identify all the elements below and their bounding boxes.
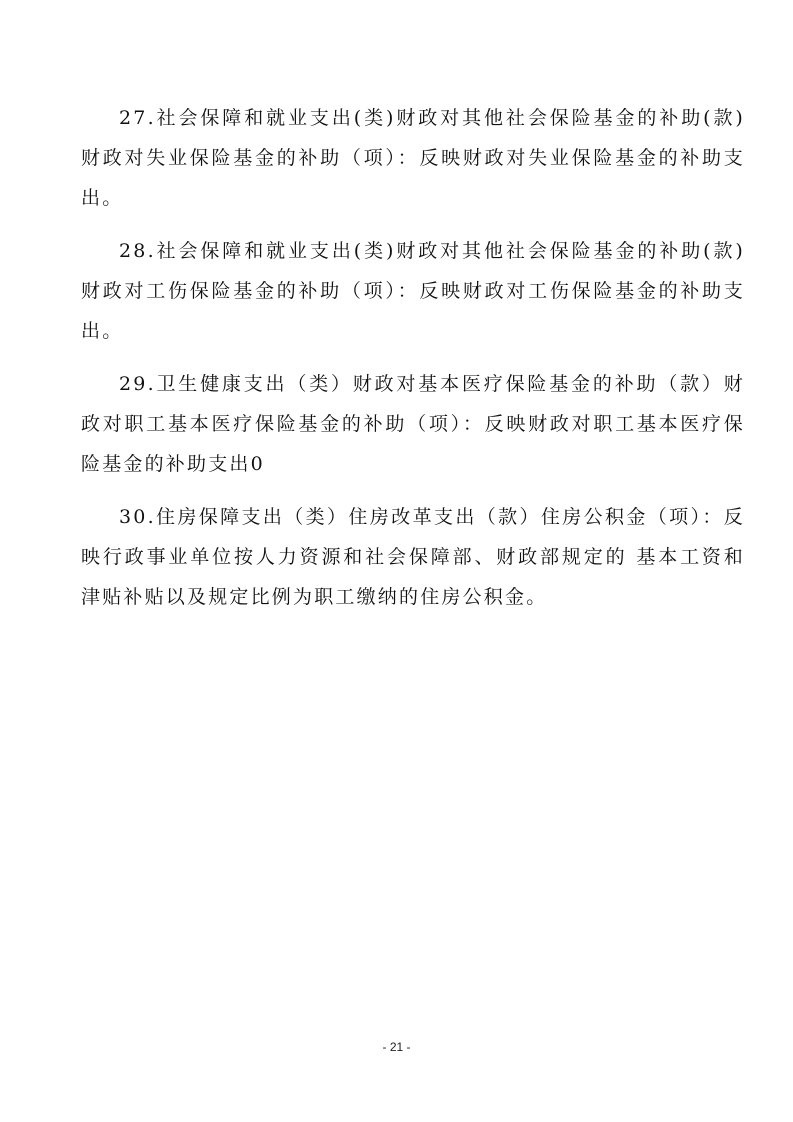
body-text [81,98,745,630]
paragraph-29: 29.卫生健康支出（类）财政对基本医疗保险基金的补助（款）财政对职工基本医疗保险基金的补助（项）：反映财政对职工基本医疗保险基金的补助支出0 [81,373,745,475]
paragraph-30: 30.住房保障支出（类）住房改革支出（款）住房公积金（项）：反映行政事业单位按人力资源和社会保障部、财政部规定的 基本工资和津贴补贴以及规定比例为职工缴纳的住房公积金。 [81,506,745,608]
paragraph-28: 28.社会保障和就业支出(类)财政对其他社会保险基金的补助(款)财政对工伤保险基金的补助（项）：反映财政对工伤保险基金的补助支出。 [81,240,745,342]
page-number: - 21 - [382,1040,411,1054]
paragraph-27: 27.社会保障和就业支出(类)财政对其他社会保险基金的补助(款)财政对失业保险基金的补助（项）：反映财政对失业保险基金的补助支出。 [81,107,745,209]
